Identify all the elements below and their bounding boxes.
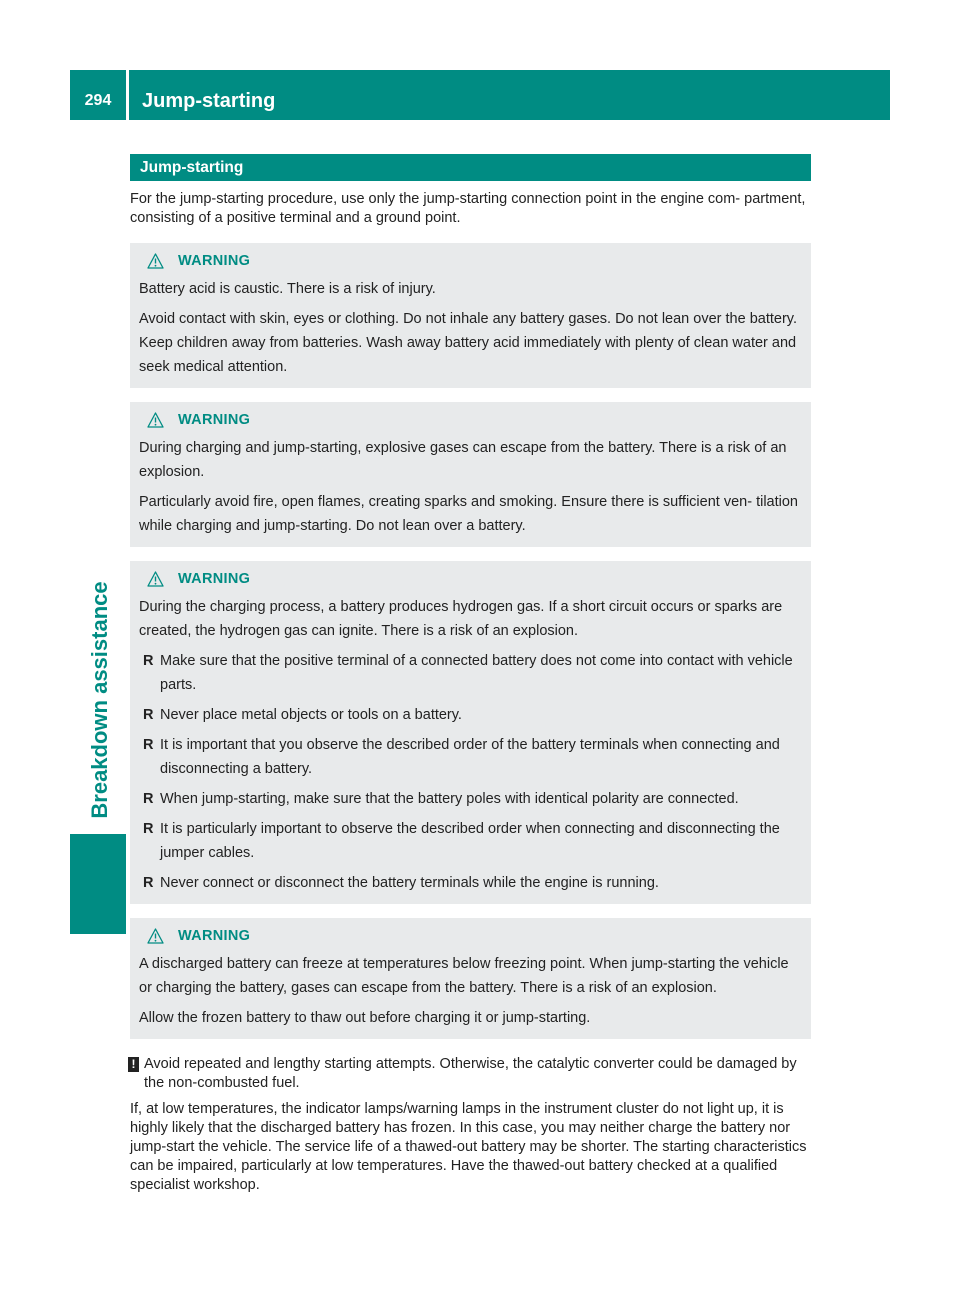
warning-title: WARNING [178,252,251,269]
warning-box-hydrogen-gas [130,561,811,904]
list-item-text: Never connect or disconnect the battery terminals while the engine is running. [160,875,659,891]
bullet-icon: R [143,791,154,807]
warning-header [139,251,802,271]
warning-title: WARNING [178,570,251,587]
warning-header [139,410,802,430]
warning-text: Particularly avoid fire, open flames, creating sparks and smoking. Ensure there is sufficient ven- tilation while charging and jump-starting. Do not lean over a battery. [139,494,798,534]
warning-text: A discharged battery can freeze at temperatures below freezing point. When jump-starting the vehicle or charging the battery, gases can escape from the battery. There is a risk of an explosion. [139,956,789,996]
page-number: 294 [84,92,112,109]
list-item [139,817,802,865]
list-item [139,787,802,811]
list-item [139,649,802,697]
closing-paragraph: If, at low temperatures, the indicator lamps/warning lamps in the instrument cluster do not light up, it is highly likely that the discharged battery has frozen. In this case, you may neither charge the battery nor jump-start the vehicle. The service life of a thawed-out battery may be shorter. The starting characteristics can be impaired, particularly at low temperatures. Have the thawed-out battery checked at a qualified specialist workshop. [130,1101,807,1193]
warning-triangle-icon [147,412,164,428]
warning-text: Battery acid is caustic. There is a risk of injury. [139,281,436,297]
warning-title: WARNING [178,927,251,944]
warning-triangle-icon [147,928,164,944]
bullet-icon: R [143,875,154,891]
warning-text: Avoid contact with skin, eyes or clothing. Do not inhale any battery gases. Do not lean over the battery. Keep children away from batteries. Wash away battery acid immediately with plenty of clean water and seek medical attention. [139,311,797,375]
list-item [139,703,802,727]
list-item [139,871,802,895]
header-divider [126,70,129,120]
bullet-icon: R [143,821,154,837]
warning-text: During the charging process, a battery produces hydrogen gas. If a short circuit occurs or sparks are created, the hydrogen gas can ignite. There is a risk of an explosion. [139,599,783,639]
warning-box-explosive-gases [130,402,811,547]
header-title: Jump-starting [142,90,276,112]
warning-triangle-icon [147,253,164,269]
intro-paragraph: For the jump-starting procedure, use only the jump-starting connection point in the engine com- partment, consisting of a positive terminal and a ground point. [130,191,806,226]
side-tab-marker [70,834,126,934]
notice-text: Avoid repeated and lengthy starting attempts. Otherwise, the catalytic converter could be damaged by the non-combusted fuel. [144,1056,797,1091]
warning-header [139,569,802,589]
list-item-text: When jump-starting, make sure that the battery poles with identical polarity are connected. [160,791,739,807]
list-item-text: It is important that you observe the described order of the battery terminals when connecting and disconnecting a battery. [160,737,780,777]
notice-note [130,1055,811,1093]
warning-header [139,926,802,946]
warning-triangle-icon [147,571,164,587]
warning-text: Allow the frozen battery to thaw out before charging it or jump-starting. [139,1010,591,1026]
warning-text: During charging and jump-starting, explosive gases can escape from the battery. There is a risk of an explosion. [139,440,787,480]
list-item-text: Make sure that the positive terminal of a connected battery does not come into contact with vehicle parts. [160,653,793,693]
list-item-text: Never place metal objects or tools on a battery. [160,707,462,723]
page-header [70,70,890,120]
side-tab-label: Breakdown assistance [87,581,112,819]
bullet-icon: R [143,737,154,753]
bullet-icon: R [143,653,154,669]
list-item [139,733,802,781]
list-item-text: It is particularly important to observe the described order when connecting and disconnecting the jumper cables. [160,821,780,861]
warning-box-battery-acid [130,243,811,388]
section-heading: Jump-starting [130,154,811,181]
notice-exclamation-icon: ! [128,1057,139,1072]
warning-box-frozen-battery [130,918,811,1039]
bullet-icon: R [143,707,154,723]
warning-title: WARNING [178,411,251,428]
warning-bullet-list [139,649,802,895]
page-content [130,154,811,1195]
